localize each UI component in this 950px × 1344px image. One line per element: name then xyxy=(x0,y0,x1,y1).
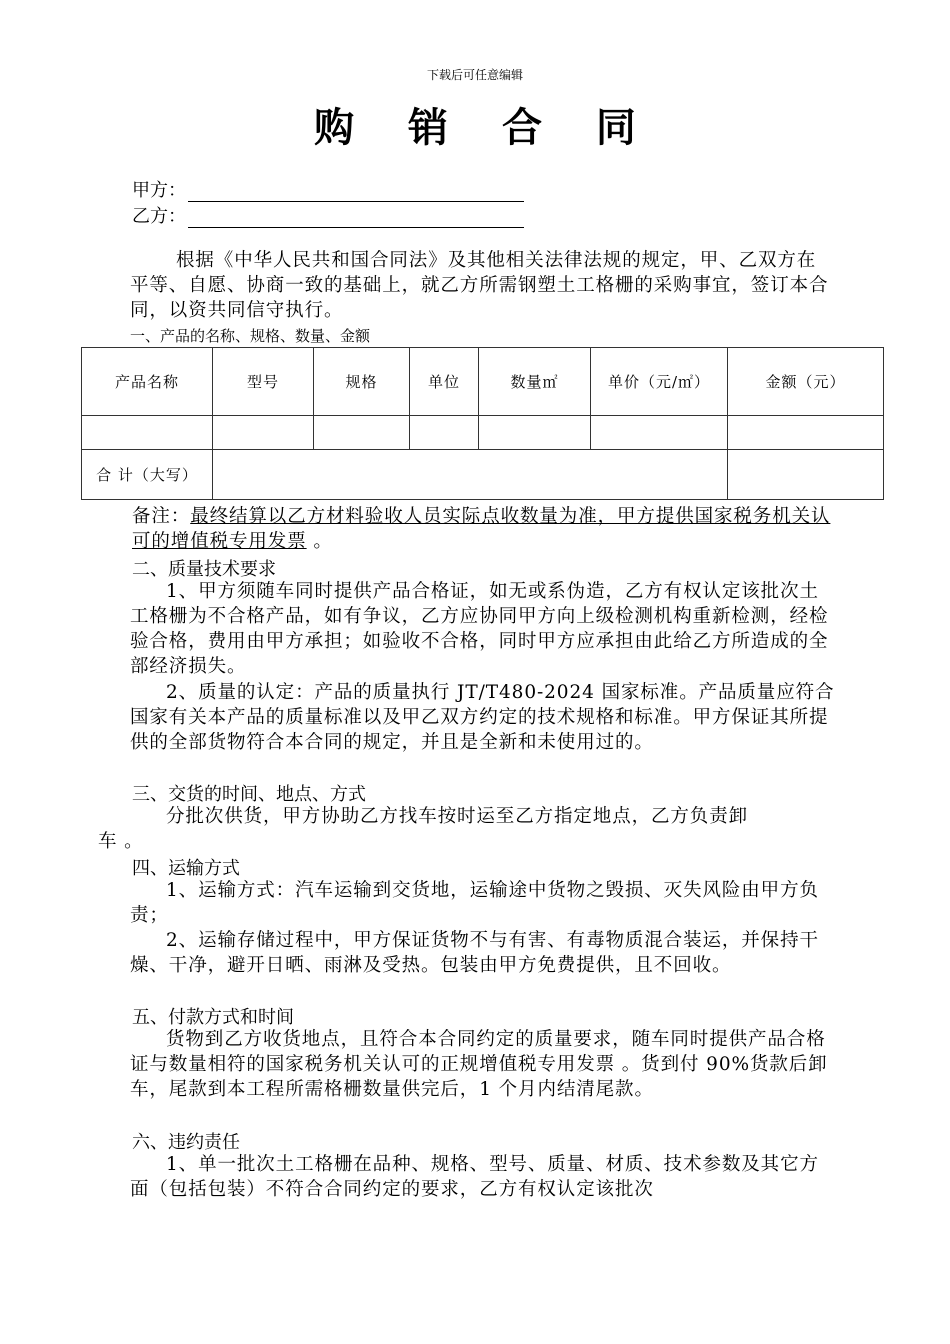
remark-label: 备注： xyxy=(132,506,191,527)
section5-heading: 五、付款方式和时间 xyxy=(132,1007,294,1028)
table-header-row xyxy=(82,348,884,416)
section6-paragraph-1: 1、单一批次土工格栅在品种、规格、型号、质量、材质、技术参数及其它方面（包括包装）不符合合同约定的要求，乙方有权认定该批次 xyxy=(130,1154,819,1200)
remark-end: 。 xyxy=(306,531,333,552)
table-cell[interactable] xyxy=(479,416,591,450)
header-cell: 数量㎡ xyxy=(479,348,591,416)
header-cell: 规格 xyxy=(314,348,410,416)
total-amount-cell[interactable] xyxy=(213,450,728,500)
section3-paragraph-1: 分批次供货，甲方协助乙方找车按时运至乙方指定地点，乙方负责卸 xyxy=(166,806,749,827)
section2-paragraph-1: 1、甲方须随车同时提供产品合格证，如无或系伪造，乙方有权认定该批次土工格栅为不合格产品，如有争议，乙方应协同甲方向上级检测机构重新检测，经检验合格，费用由甲方承担；如验收不合格，同时甲方应承担由此给乙方所造成的全部经济损失。 xyxy=(130,581,829,677)
table-row xyxy=(82,416,884,450)
header-cell: 单价（元/㎡） xyxy=(591,348,728,416)
section4-heading: 四、运输方式 xyxy=(132,858,240,879)
section6-heading: 六、违约责任 xyxy=(132,1132,240,1153)
section2-heading: 二、质量技术要求 xyxy=(132,559,276,580)
header-cell: 型号 xyxy=(213,348,314,416)
header-cell: 单位 xyxy=(410,348,479,416)
party-a-row xyxy=(132,176,524,202)
table-cell[interactable] xyxy=(591,416,728,450)
party-b-blank[interactable] xyxy=(188,207,524,228)
document-title: 购 销 合 同 xyxy=(314,104,656,151)
party-b-label: 乙方： xyxy=(132,206,186,227)
top-note: 下载后可任意编辑 xyxy=(426,68,523,82)
section4-paragraph-1: 1、运输方式：汽车运输到交货地，运输途中货物之毁损、灭失风险由甲方负责； xyxy=(130,880,819,926)
product-table xyxy=(81,347,884,500)
table-cell[interactable] xyxy=(728,416,884,450)
section1-heading: 一、产品的名称、规格、数量、金额 xyxy=(130,327,371,345)
section5-paragraph-1: 货物到乙方收货地点，且符合本合同约定的质量要求，随车同时提供产品合格证与数量相符的国家税务机关认可的正规增值税专用发票 。货到付 90%货款后卸车，尾款到本工程所需格栅数量供完后，1 个月内结清尾款。 xyxy=(130,1029,828,1100)
total-cell[interactable] xyxy=(728,450,884,500)
table-cell[interactable] xyxy=(314,416,410,450)
remark xyxy=(132,504,837,554)
table-cell[interactable] xyxy=(82,416,213,450)
header-cell: 金额（元） xyxy=(728,348,884,416)
remark-text: 最终结算以乙方材料验收人员实际点收数量为准，甲方提供国家税务机关认可的增值税专用发票 xyxy=(132,506,831,552)
section3-heading: 三、交货的时间、地点、方式 xyxy=(132,784,366,805)
header-cell: 产品名称 xyxy=(82,348,213,416)
section2-paragraph-2: 2、质量的认定：产品的质量执行 JT/T480-2024 国家标准。产品质量应符合国家有关本产品的质量标准以及甲乙双方约定的技术规格和标准。甲方保证其所提供的全部货物符合本合同的规定，并且是全新和未使用过的。 xyxy=(130,682,835,753)
intro-paragraph: 根据《中华人民共和国合同法》及其他相关法律法规的规定，甲、乙双方在平等、自愿、协商一致的基础上，就乙方所需钢塑土工格栅的采购事宜，签订本合同，以资共同信守执行。 xyxy=(130,250,829,321)
section4-paragraph-2: 2、运输存储过程中，甲方保证货物不与有害、有毒物质混合装运，并保持干燥、干净，避开日晒、雨淋及受热。包装由甲方免费提供，且不回收。 xyxy=(130,930,819,976)
total-row xyxy=(82,450,884,500)
table-cell[interactable] xyxy=(213,416,314,450)
party-a-label: 甲方： xyxy=(132,180,186,201)
total-label: 合 计（大写） xyxy=(82,450,213,500)
table-cell[interactable] xyxy=(410,416,479,450)
section3-paragraph-1-tail: 车 。 xyxy=(98,831,144,852)
party-b-row xyxy=(132,202,524,228)
party-a-blank[interactable] xyxy=(188,181,524,202)
